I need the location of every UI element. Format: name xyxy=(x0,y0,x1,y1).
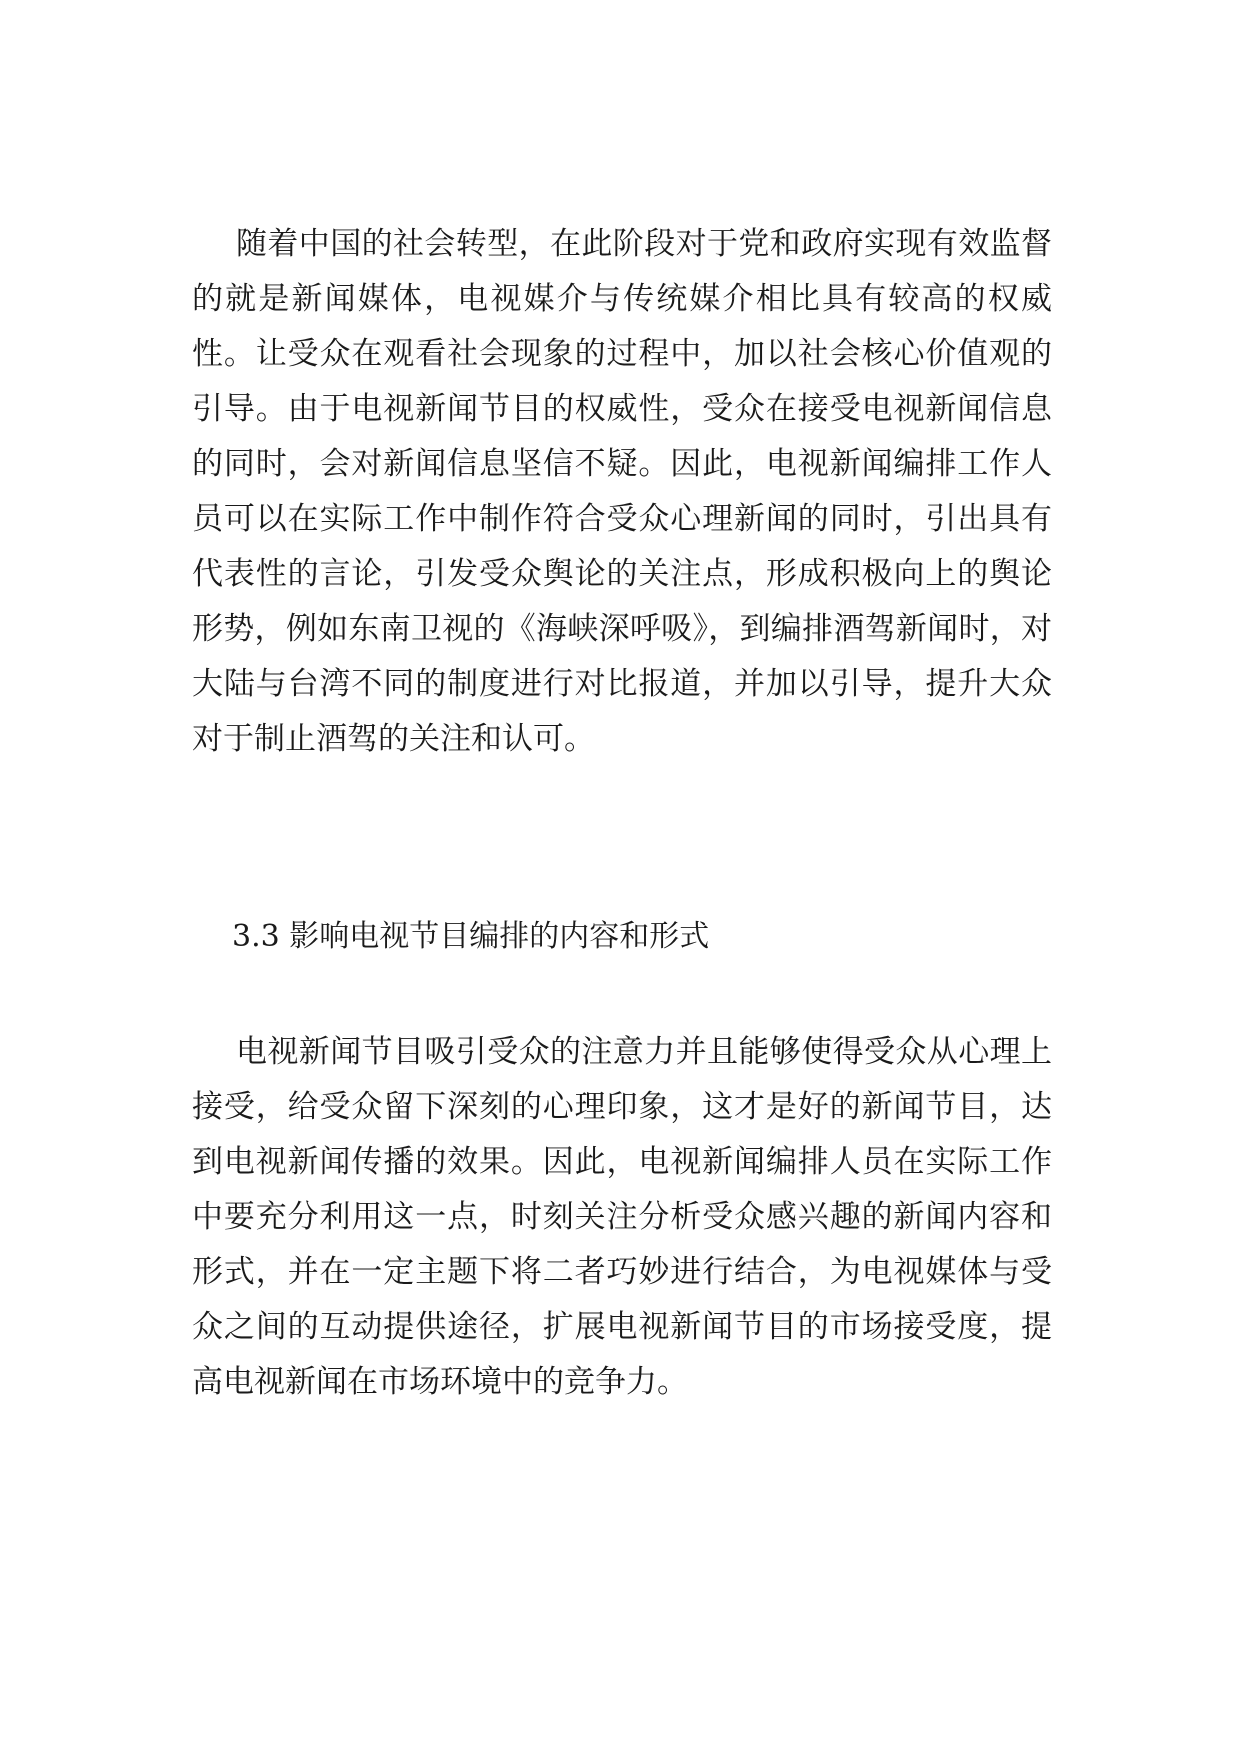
body-paragraph-2: 电视新闻节目吸引受众的注意力并且能够使得受众从心理上接受，给受众留下深刻的心理印象，这才是好的新闻节目，达到电视新闻传播的效果。因此，电视新闻编排人员在实际工作中要充分利用这一点，时刻关注分析受众感兴趣的新闻内容和形式，并在一定主题下将二者巧妙进行结合，为电视媒体与受众之间的互动提供途径，扩展电视新闻节目的市场接受度，提高电视新闻在市场环境中的竞争力。 xyxy=(192,1034,1052,1400)
section-heading: 3.3 影响电视节目编排的内容和形式 xyxy=(232,919,710,954)
body-paragraph-1: 随着中国的社会转型，在此阶段对于党和政府实现有效监督的就是新闻媒体，电视媒介与传统媒介相比具有较高的权威性。让受众在观看社会现象的过程中，加以社会核心价值观的引导。由于电视新闻节目的权威性，受众在接受电视新闻信息的同时，会对新闻信息坚信不疑。因此，电视新闻编排工作人员可以在实际工作中制作符合受众心理新闻的同时，引出具有代表性的言论，引发受众舆论的关注点，形成积极向上的舆论形势，例如东南卫视的《海峡深呼吸》，到编排酒驾新闻时，对大陆与台湾不同的制度进行对比报道，并加以引导，提升大众对于制止酒驾的关注和认可。 xyxy=(192,226,1052,757)
